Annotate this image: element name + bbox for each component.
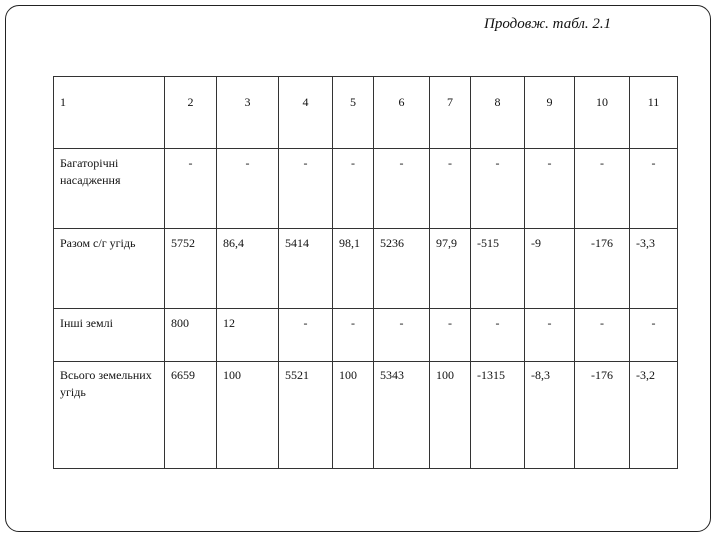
- header-cell: 4: [279, 77, 333, 149]
- table-row: [54, 362, 678, 469]
- row-label: Разом с/г угідь: [54, 229, 165, 309]
- header-cell: 7: [430, 77, 471, 149]
- table-cell: 97,9: [430, 229, 471, 309]
- table-cell: 98,1: [333, 229, 374, 309]
- table-cell: -: [471, 149, 525, 229]
- header-cell: 9: [525, 77, 575, 149]
- table-row: [54, 229, 678, 309]
- table-cell: 12: [217, 309, 279, 362]
- header-cell: 11: [630, 77, 678, 149]
- row-label: Всього земельних угідь: [54, 362, 165, 469]
- table-cell: -: [374, 309, 430, 362]
- header-cell: 1: [54, 77, 165, 149]
- table-row: [54, 149, 678, 229]
- table-cell: -176: [575, 229, 630, 309]
- table-cell: -8,3: [525, 362, 575, 469]
- table-cell: -3,3: [630, 229, 678, 309]
- table-cell: -: [333, 149, 374, 229]
- row-label: Інші землі: [54, 309, 165, 362]
- table-cell: -9: [525, 229, 575, 309]
- header-cell: 3: [217, 77, 279, 149]
- table-cell: -: [525, 309, 575, 362]
- table-cell: 100: [217, 362, 279, 469]
- table-cell: -176: [575, 362, 630, 469]
- table-cell: -: [630, 149, 678, 229]
- table-cell: -515: [471, 229, 525, 309]
- table-cell: -3,2: [630, 362, 678, 469]
- table-cell: -1315: [471, 362, 525, 469]
- table-cell: -: [165, 149, 217, 229]
- table-cell: 86,4: [217, 229, 279, 309]
- table-row: [54, 309, 678, 362]
- table-cell: -: [430, 309, 471, 362]
- table-cell: -: [630, 309, 678, 362]
- table-cell: 5752: [165, 229, 217, 309]
- header-cell: 5: [333, 77, 374, 149]
- data-table: [53, 76, 678, 469]
- table-cell: -: [430, 149, 471, 229]
- header-cell: 6: [374, 77, 430, 149]
- table-cell: -: [525, 149, 575, 229]
- table-cell: 100: [430, 362, 471, 469]
- header-cell: 2: [165, 77, 217, 149]
- table-cell: 6659: [165, 362, 217, 469]
- header-row: [54, 77, 678, 149]
- table-cell: 100: [333, 362, 374, 469]
- table-cell: -: [279, 309, 333, 362]
- table-cell: -: [575, 309, 630, 362]
- header-cell: 10: [575, 77, 630, 149]
- table-cell: -: [217, 149, 279, 229]
- table-cell: 5236: [374, 229, 430, 309]
- table-cell: -: [333, 309, 374, 362]
- table-cell: -: [374, 149, 430, 229]
- table-cell: 5414: [279, 229, 333, 309]
- table-caption: Продовж. табл. 2.1: [484, 16, 612, 32]
- table-cell: -: [471, 309, 525, 362]
- table-cell: 5521: [279, 362, 333, 469]
- table-cell: 800: [165, 309, 217, 362]
- table-cell: 5343: [374, 362, 430, 469]
- table-cell: -: [279, 149, 333, 229]
- table-cell: -: [575, 149, 630, 229]
- row-label: Багаторічні насадження: [54, 149, 165, 229]
- header-cell: 8: [471, 77, 525, 149]
